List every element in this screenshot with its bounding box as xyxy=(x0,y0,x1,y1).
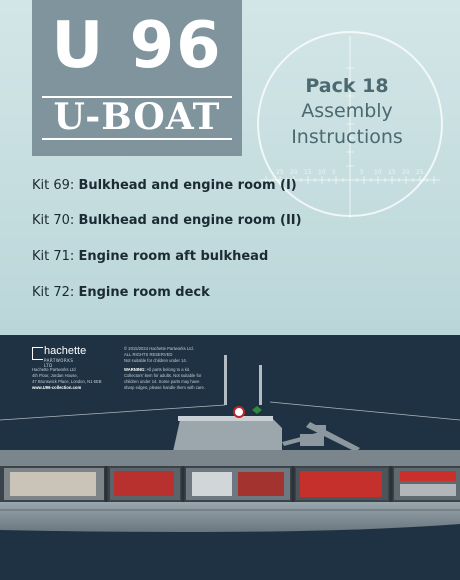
pack-info xyxy=(272,74,422,150)
scope-tick-label: 15 xyxy=(304,169,312,176)
kit-title: Engine room aft bulkhead xyxy=(78,249,269,264)
logo-sub: PARTWORKS LTD xyxy=(44,358,74,368)
copyright-line: © 2015/2024 Hachette Partworks Ltd. xyxy=(124,346,194,351)
kit-entry xyxy=(32,213,302,228)
address-line: Hachette Partworks Ltd xyxy=(32,367,76,372)
assembly-label: Assembly xyxy=(301,100,393,122)
scope-tick-label: 5 xyxy=(332,169,336,176)
title-box xyxy=(32,0,242,156)
kit-entry xyxy=(32,285,210,300)
model-subtitle: U-BOAT xyxy=(53,96,221,138)
submarine-cutaway-image xyxy=(0,350,460,550)
address-line: 4th Floor, Jordan House, xyxy=(32,373,78,378)
warning-line: Collectors' item for adults. Not suitable for xyxy=(124,373,202,378)
scope-tick-label: 15 xyxy=(388,169,396,176)
scope-tick-label: 20 xyxy=(402,169,410,176)
copyright-line: ALL RIGHTS RESERVED xyxy=(124,352,173,357)
warning-label: WARNING: xyxy=(124,367,146,372)
kit-title: Engine room deck xyxy=(78,285,210,300)
title-rule xyxy=(42,138,232,140)
kit-title: Bulkhead and engine room (II) xyxy=(78,213,302,228)
scope-tick-label: 5 xyxy=(360,169,364,176)
copyright-line: Not suitable for children under 14. xyxy=(124,358,187,363)
kit-title: Bulkhead and engine room (I) xyxy=(78,178,297,193)
logo-name: hachette xyxy=(44,345,87,357)
model-title: U 96 xyxy=(51,9,223,83)
scope-tick-label: 10 xyxy=(374,169,382,176)
kit-number: Kit 70: xyxy=(32,213,75,228)
scope-tick-label: 20 xyxy=(290,169,298,176)
kit-number: Kit 72: xyxy=(32,285,75,300)
scope-tick-label: 25 xyxy=(276,169,284,176)
kit-entry xyxy=(32,249,268,264)
kit-entry xyxy=(32,178,297,193)
warning-line: All parts belong to a kit. xyxy=(145,367,191,372)
warning-line: children under 14. Some parts may have xyxy=(124,379,200,384)
scope-tick-label: 10 xyxy=(318,169,326,176)
warning-line: sharp edges, please handle them with care. xyxy=(124,385,206,390)
pack-label: Pack 18 xyxy=(305,75,389,97)
website-link[interactable]: www.U96-collection.com xyxy=(32,385,82,390)
kit-number: Kit 69: xyxy=(32,178,75,193)
instructions-label: Instructions xyxy=(291,126,403,148)
scope-tick-label: 25 xyxy=(416,169,424,176)
kit-number: Kit 71: xyxy=(32,249,75,264)
address-line: 47 Brunswick Place, London, N1 6EB xyxy=(32,379,102,384)
